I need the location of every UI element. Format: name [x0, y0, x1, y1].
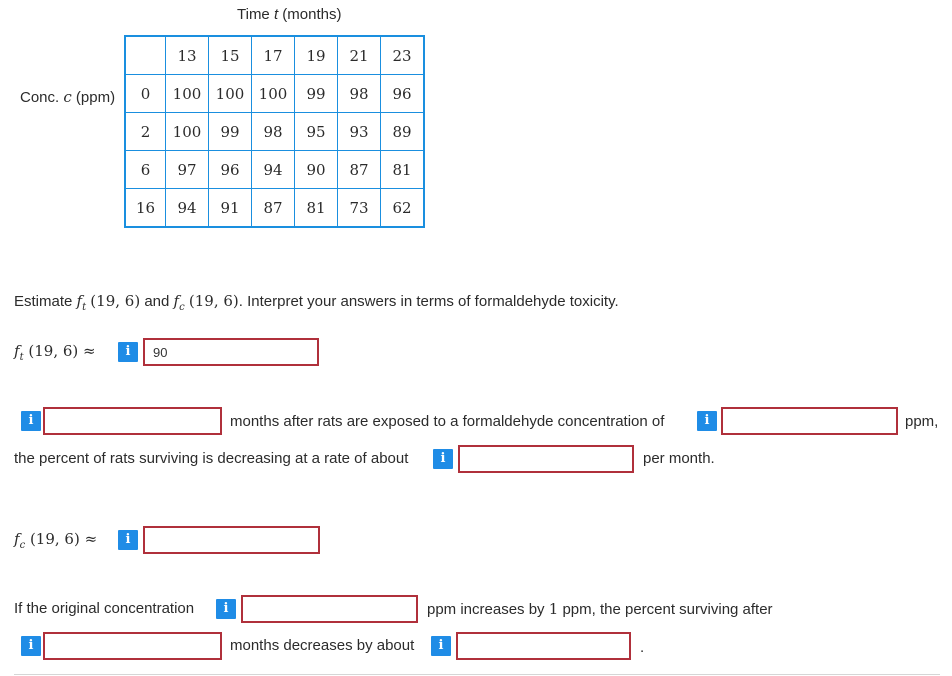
corner-cell	[125, 36, 166, 75]
table-cell: 87	[252, 189, 295, 228]
survival-table	[124, 35, 425, 228]
time-header-cell: 21	[338, 36, 381, 75]
time-header-cell: 13	[166, 36, 209, 75]
table-row	[125, 189, 424, 228]
info-icon[interactable]: i	[118, 342, 138, 362]
ft-label: $f_t$ (19, 6) ≈	[14, 342, 96, 363]
table-cell: 87	[338, 151, 381, 189]
interp1-percent-text: the percent of rats surviving is decreasing at a rate of about	[14, 450, 409, 467]
fc-label: $f_c$ (19, 6) ≈	[14, 530, 98, 551]
months-input[interactable]	[43, 407, 222, 435]
interp2-ppm-increases-text: ppm increases by 1 ppm, the percent surviving after	[427, 600, 773, 618]
table-cell: 89	[381, 113, 425, 151]
time-header-cell: 23	[381, 36, 425, 75]
bottom-divider	[14, 674, 940, 675]
table-cell: 96	[381, 75, 425, 113]
interp1-months-text: months after rats are exposed to a formaldehyde concentration of	[230, 413, 665, 430]
table-cell: 95	[295, 113, 338, 151]
info-icon[interactable]: i	[433, 449, 453, 469]
conc-header-cell: 6	[125, 151, 166, 189]
table-cell: 81	[295, 189, 338, 228]
rate-input[interactable]	[458, 445, 634, 473]
table-cell: 96	[209, 151, 252, 189]
original-concentration-input[interactable]	[241, 595, 418, 623]
table-row	[125, 151, 424, 189]
time-header-cell: 17	[252, 36, 295, 75]
table-cell: 99	[295, 75, 338, 113]
table-cell: 62	[381, 189, 425, 228]
interp1-per-month-text: per month.	[643, 450, 715, 467]
months-after-input[interactable]	[43, 632, 222, 660]
fc-answer-input[interactable]	[143, 526, 320, 554]
table-cell: 81	[381, 151, 425, 189]
decrease-amount-input[interactable]	[456, 632, 631, 660]
table-cell: 90	[295, 151, 338, 189]
info-icon[interactable]: i	[216, 599, 236, 619]
table-cell: 98	[338, 75, 381, 113]
table-cell: 94	[166, 189, 209, 228]
table-cell: 100	[166, 75, 209, 113]
table-cell: 99	[209, 113, 252, 151]
conc-header-cell: 2	[125, 113, 166, 151]
table-row	[125, 113, 424, 151]
interp2-period: .	[640, 639, 645, 656]
info-icon[interactable]: i	[118, 530, 138, 550]
time-header-cell: 15	[209, 36, 252, 75]
interp2-if-text: If the original concentration	[14, 600, 195, 617]
interp1-ppm-text: ppm,	[905, 413, 939, 430]
row-axis-label: Conc. c (ppm)	[20, 88, 116, 106]
table-cell: 94	[252, 151, 295, 189]
table-cell: 100	[252, 75, 295, 113]
table-cell: 73	[338, 189, 381, 228]
info-icon[interactable]: i	[21, 411, 41, 431]
conc-header-cell: 16	[125, 189, 166, 228]
concentration-input[interactable]	[721, 407, 898, 435]
table-cell: 91	[209, 189, 252, 228]
conc-header-cell: 0	[125, 75, 166, 113]
time-header-cell: 19	[295, 36, 338, 75]
table-cell: 100	[166, 113, 209, 151]
table-caption: Time t (months)	[237, 6, 342, 23]
table-cell: 97	[166, 151, 209, 189]
ft-answer-input[interactable]: 90	[143, 338, 319, 366]
table-cell: 98	[252, 113, 295, 151]
info-icon[interactable]: i	[431, 636, 451, 656]
question-prompt: Estimate $f_t$ (19, 6) and $f_c$ (19, 6). Interpret your answers in terms of formaldehyde toxicity.	[14, 292, 619, 313]
time-header-row	[125, 36, 424, 75]
table-row	[125, 75, 424, 113]
interp2-months-decreases-text: months decreases by about	[230, 637, 415, 654]
table-cell: 93	[338, 113, 381, 151]
table-cell: 100	[209, 75, 252, 113]
info-icon[interactable]: i	[697, 411, 717, 431]
info-icon[interactable]: i	[21, 636, 41, 656]
